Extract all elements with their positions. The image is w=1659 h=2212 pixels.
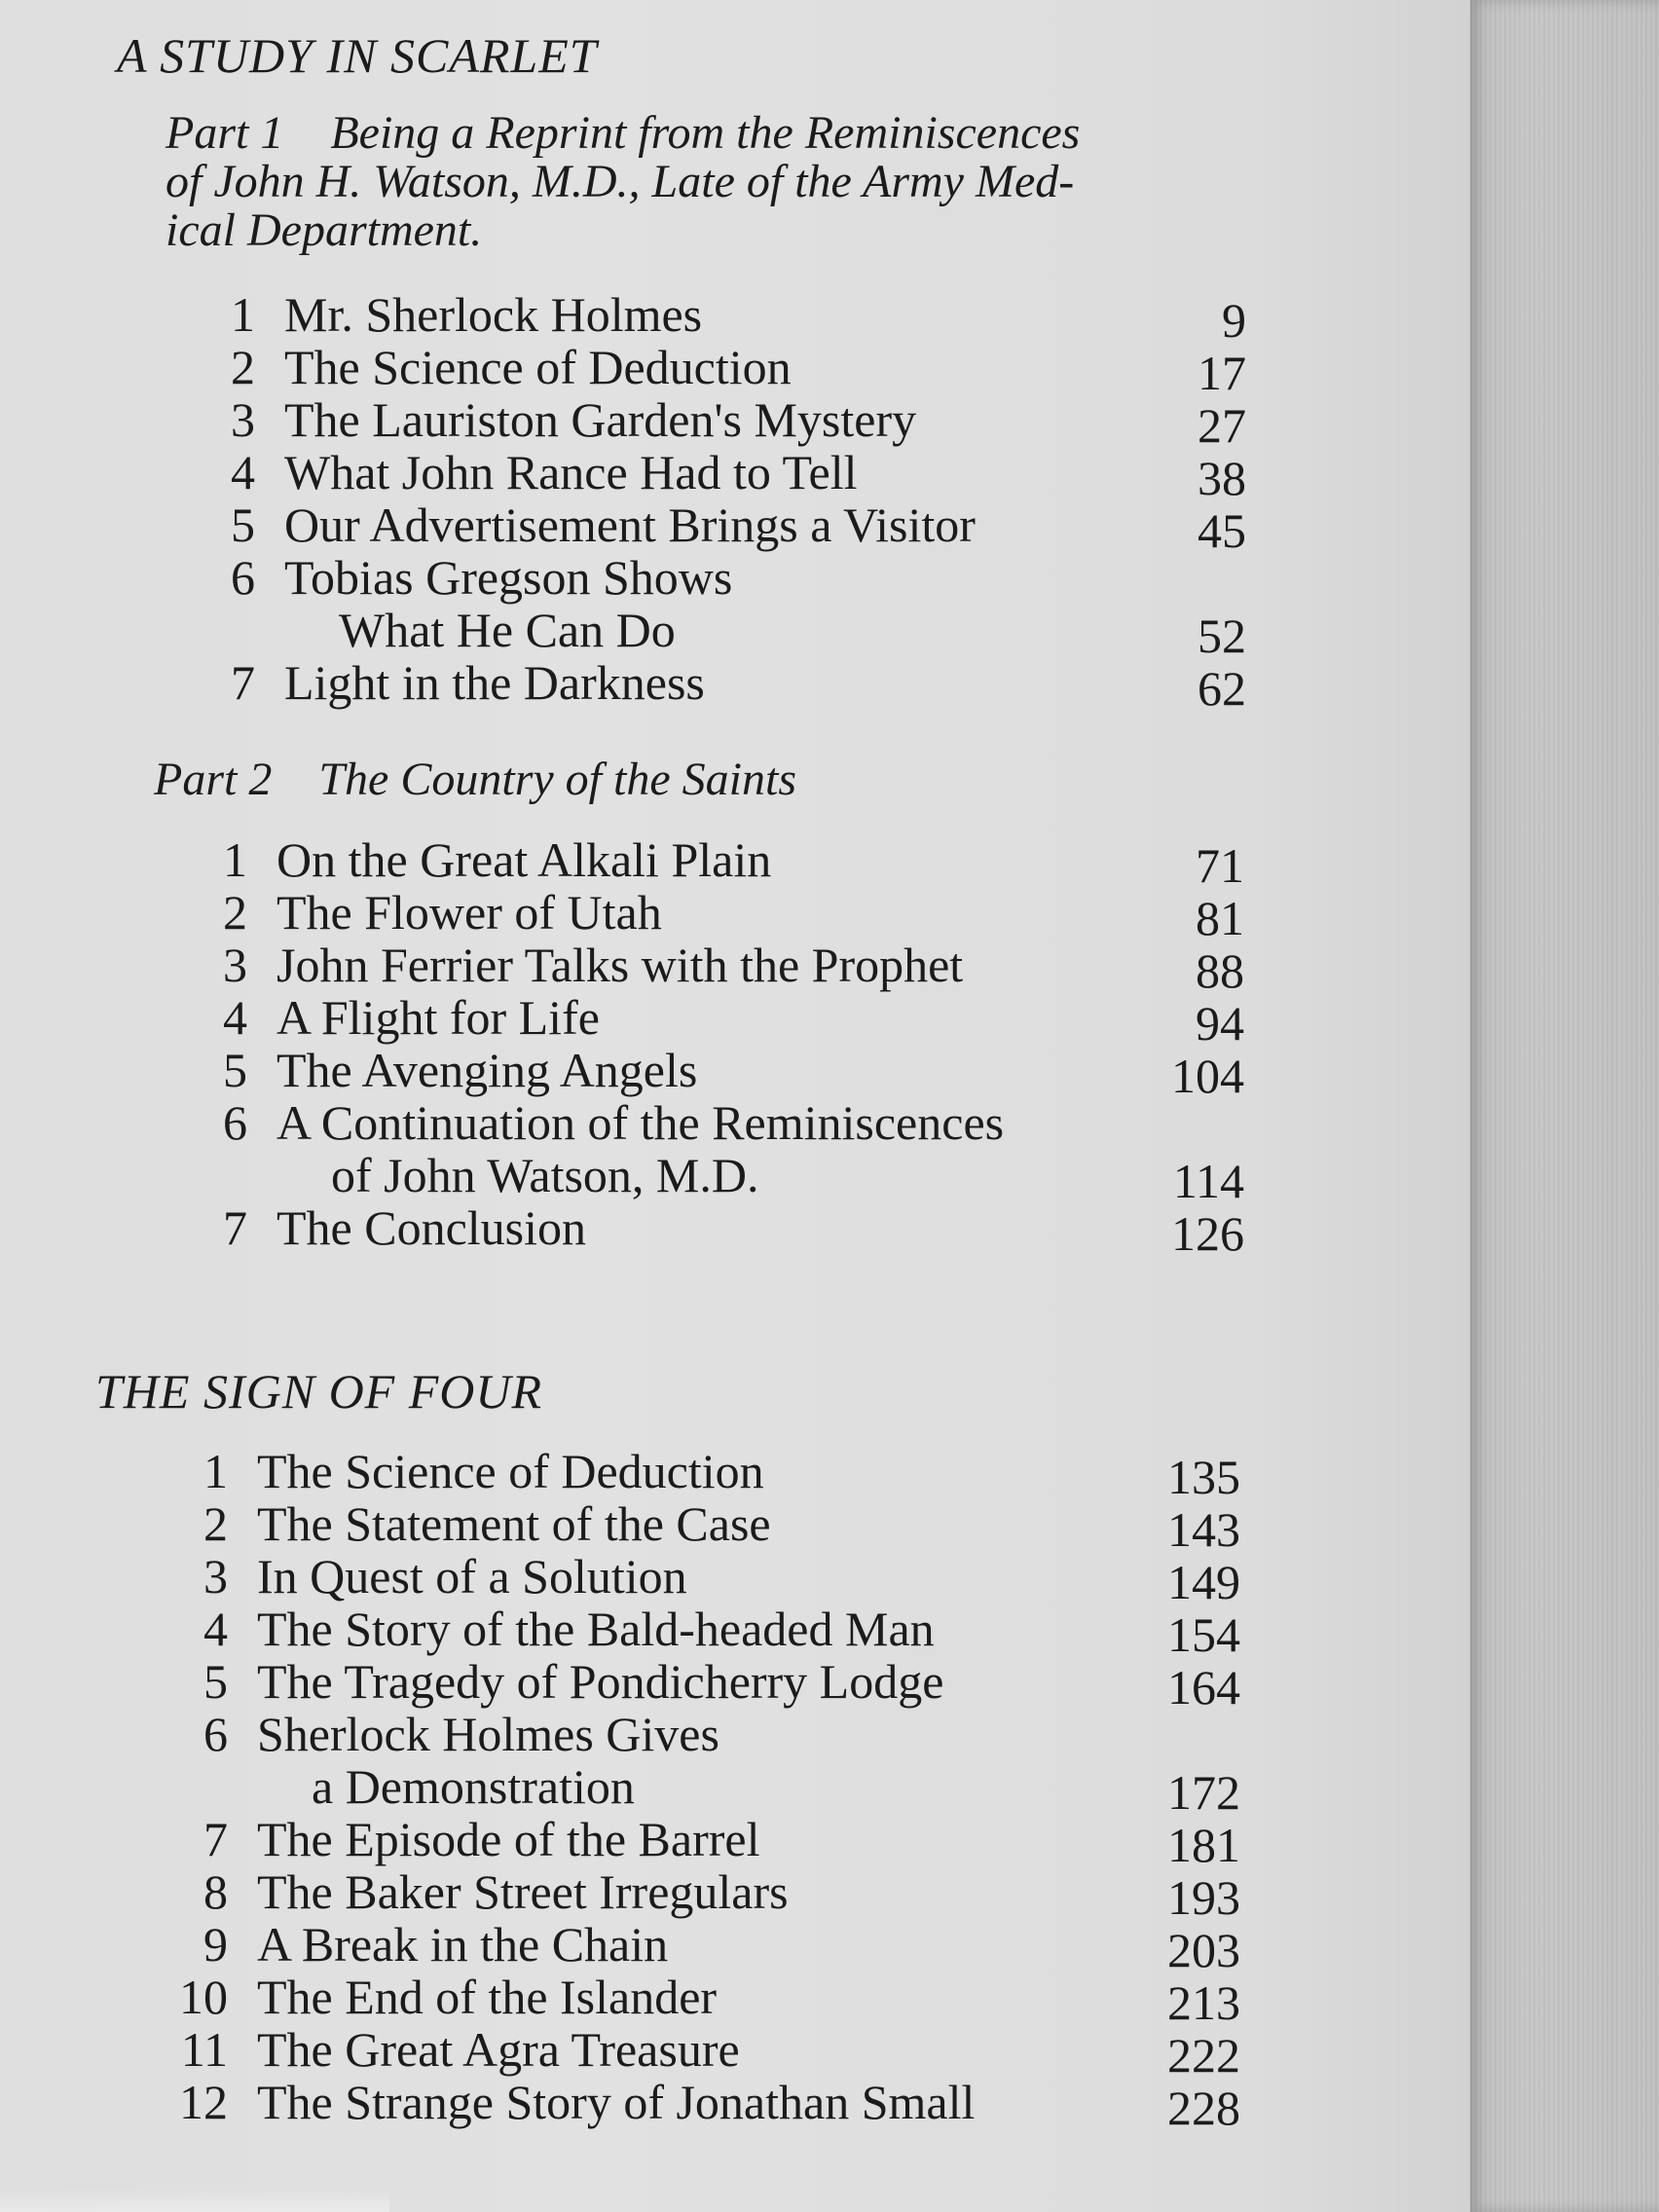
toc-entry[interactable] <box>167 1496 1240 1557</box>
toc-entry[interactable] <box>187 885 1244 945</box>
chapter-number: 1 <box>223 832 247 887</box>
page-number: 181 <box>1167 1818 1240 1872</box>
page-number: 71 <box>1196 838 1244 893</box>
toc-entry[interactable] <box>167 1864 1240 1925</box>
toc-entry[interactable] <box>195 655 1246 716</box>
chapter-number: 6 <box>223 1095 247 1150</box>
book-title-study-in-scarlet: A STUDY IN SCARLET <box>117 28 598 83</box>
chapter-number: 4 <box>223 990 247 1045</box>
chapter-number: 10 <box>179 1970 228 2024</box>
chapter-number: 12 <box>179 2075 228 2129</box>
chapter-title: The Science of Deduction <box>284 340 792 394</box>
page-number: 81 <box>1196 891 1244 945</box>
part-1-heading-line-3: ical Department. <box>166 204 483 256</box>
toc-entry[interactable] <box>167 1970 1240 2030</box>
chapter-number: 3 <box>203 1549 228 1604</box>
part-2-label: Part 2 <box>154 754 273 805</box>
page-number: 222 <box>1167 2028 1240 2083</box>
page-number: 164 <box>1167 1660 1240 1714</box>
page-number: 213 <box>1167 1975 1240 2030</box>
chapter-number: 3 <box>223 938 247 992</box>
page-number: 52 <box>1198 608 1246 663</box>
chapter-title-wrapped <box>257 1708 719 1813</box>
chapter-title: On the Great Alkali Plain <box>276 832 772 887</box>
toc-entry[interactable] <box>167 1812 1240 1872</box>
toc-entry[interactable] <box>195 498 1246 558</box>
chapter-title: Sherlock Holmes Gives <box>257 1707 719 1761</box>
chapter-title: A Continuation of the Reminiscences <box>276 1095 1005 1150</box>
chapter-title: Tobias Gregson Shows <box>284 550 733 605</box>
chapter-title: The Great Agra Treasure <box>257 2022 740 2077</box>
page-number: 143 <box>1167 1502 1240 1557</box>
chapter-title-wrapped <box>284 551 732 656</box>
page-number: 126 <box>1171 1206 1244 1261</box>
part-1-label: Part 1 <box>166 107 284 159</box>
toc-entry[interactable] <box>167 2075 1240 2135</box>
book-title-sign-of-four: THE SIGN OF FOUR <box>95 1364 543 1419</box>
part-1-chapter-list <box>195 287 1246 716</box>
chapter-number: 6 <box>203 1707 228 1761</box>
chapter-number: 1 <box>231 287 255 342</box>
toc-entry[interactable] <box>167 1707 1240 1820</box>
page-number: 45 <box>1198 503 1246 558</box>
chapter-number: 5 <box>231 498 255 552</box>
chapter-number: 2 <box>231 340 255 394</box>
chapter-number: 8 <box>203 1864 228 1919</box>
chapter-title: The End of the Islander <box>257 1970 718 2024</box>
toc-entry[interactable] <box>195 392 1246 453</box>
toc-entry[interactable] <box>195 445 1246 505</box>
part-2-heading <box>154 756 796 804</box>
chapter-title: The Avenging Angels <box>276 1043 698 1097</box>
toc-entry[interactable] <box>167 1917 1240 1977</box>
chapter-number: 5 <box>223 1043 247 1097</box>
chapter-title: The Baker Street Irregulars <box>257 1864 789 1919</box>
toc-entry[interactable] <box>167 1549 1240 1609</box>
page-number: 17 <box>1198 346 1246 400</box>
page-number: 114 <box>1172 1154 1244 1208</box>
toc-entry[interactable] <box>187 1043 1244 1103</box>
chapter-number: 2 <box>223 885 247 940</box>
page-number: 135 <box>1167 1450 1240 1504</box>
page-number: 154 <box>1167 1607 1240 1662</box>
chapter-title: What John Rance Had to Tell <box>284 445 858 499</box>
chapter-number: 7 <box>231 655 255 710</box>
chapter-number: 6 <box>231 550 255 605</box>
chapter-title: Our Advertisement Brings a Visitor <box>284 498 976 552</box>
page-number: 62 <box>1198 661 1246 716</box>
chapter-title-continuation: of John Watson, M.D. <box>331 1148 759 1202</box>
chapter-title: The Flower of Utah <box>276 885 662 940</box>
toc-entry[interactable] <box>167 1602 1240 1662</box>
chapter-title: The Story of the Bald-headed Man <box>257 1602 935 1656</box>
stacked-page-edges <box>1470 0 1659 2212</box>
toc-entry[interactable] <box>195 550 1246 663</box>
page-number: 94 <box>1196 996 1244 1051</box>
toc-entry[interactable] <box>187 938 1244 998</box>
part-1-heading-line-2: of John H. Watson, M.D., Late of the Army Med- <box>166 156 1075 207</box>
chapter-title: The Science of Deduction <box>257 1444 764 1498</box>
page-number: 149 <box>1167 1555 1240 1609</box>
sign-of-four-chapter-list <box>167 1444 1240 2135</box>
chapter-title: The Statement of the Case <box>257 1496 771 1551</box>
toc-entry[interactable] <box>167 1654 1240 1714</box>
page-number: 228 <box>1167 2081 1240 2135</box>
part-2-chapter-list <box>187 832 1244 1261</box>
part-1-heading <box>166 109 1080 255</box>
chapter-number: 2 <box>203 1496 228 1551</box>
chapter-title: John Ferrier Talks with the Prophet <box>276 938 964 992</box>
chapter-number: 4 <box>203 1602 228 1656</box>
chapter-number: 3 <box>231 392 255 447</box>
chapter-title-continuation: a Demonstration <box>312 1759 635 1814</box>
toc-entry[interactable] <box>167 2022 1240 2083</box>
chapter-title: A Flight for Life <box>276 990 600 1045</box>
page-number: 27 <box>1198 398 1246 453</box>
chapter-number: 9 <box>203 1917 228 1972</box>
chapter-title: The Lauriston Garden's Mystery <box>284 392 917 447</box>
chapter-title-continuation: What He Can Do <box>339 603 676 657</box>
toc-entry[interactable] <box>167 1444 1240 1504</box>
page-number: 88 <box>1196 943 1244 998</box>
chapter-title: A Break in the Chain <box>257 1917 669 1972</box>
page-number: 203 <box>1167 1923 1240 1977</box>
chapter-number: 4 <box>231 445 255 499</box>
part-1-heading-line-1: Being a Reprint from the Reminiscences <box>330 107 1081 159</box>
chapter-title-wrapped <box>276 1096 1004 1201</box>
scan-watermark-strip <box>0 2189 389 2212</box>
toc-entry[interactable] <box>195 340 1246 400</box>
page-number: 193 <box>1167 1870 1240 1925</box>
toc-entry[interactable] <box>195 287 1246 348</box>
chapter-title: In Quest of a Solution <box>257 1549 687 1604</box>
toc-entry[interactable] <box>187 1200 1244 1261</box>
chapter-title: The Episode of the Barrel <box>257 1812 760 1866</box>
chapter-title: The Strange Story of Jonathan Small <box>257 2075 976 2129</box>
chapter-title: Light in the Darkness <box>284 655 705 710</box>
part-2-heading-text: The Country of the Saints <box>318 754 797 805</box>
page-number: 38 <box>1198 451 1246 505</box>
toc-entry[interactable] <box>187 1095 1244 1208</box>
page-number: 172 <box>1167 1765 1240 1820</box>
chapter-title: Mr. Sherlock Holmes <box>284 287 703 342</box>
toc-entry[interactable] <box>187 832 1244 893</box>
chapter-number: 11 <box>180 2022 228 2077</box>
page-number: 9 <box>1222 293 1246 348</box>
chapter-number: 1 <box>203 1444 228 1498</box>
chapter-number: 5 <box>203 1654 228 1709</box>
chapter-number: 7 <box>223 1200 247 1255</box>
page-number: 104 <box>1171 1049 1244 1103</box>
chapter-title: The Tragedy of Pondicherry Lodge <box>257 1654 944 1709</box>
chapter-number: 7 <box>203 1812 228 1866</box>
toc-entry[interactable] <box>187 990 1244 1051</box>
chapter-title: The Conclusion <box>276 1200 587 1255</box>
